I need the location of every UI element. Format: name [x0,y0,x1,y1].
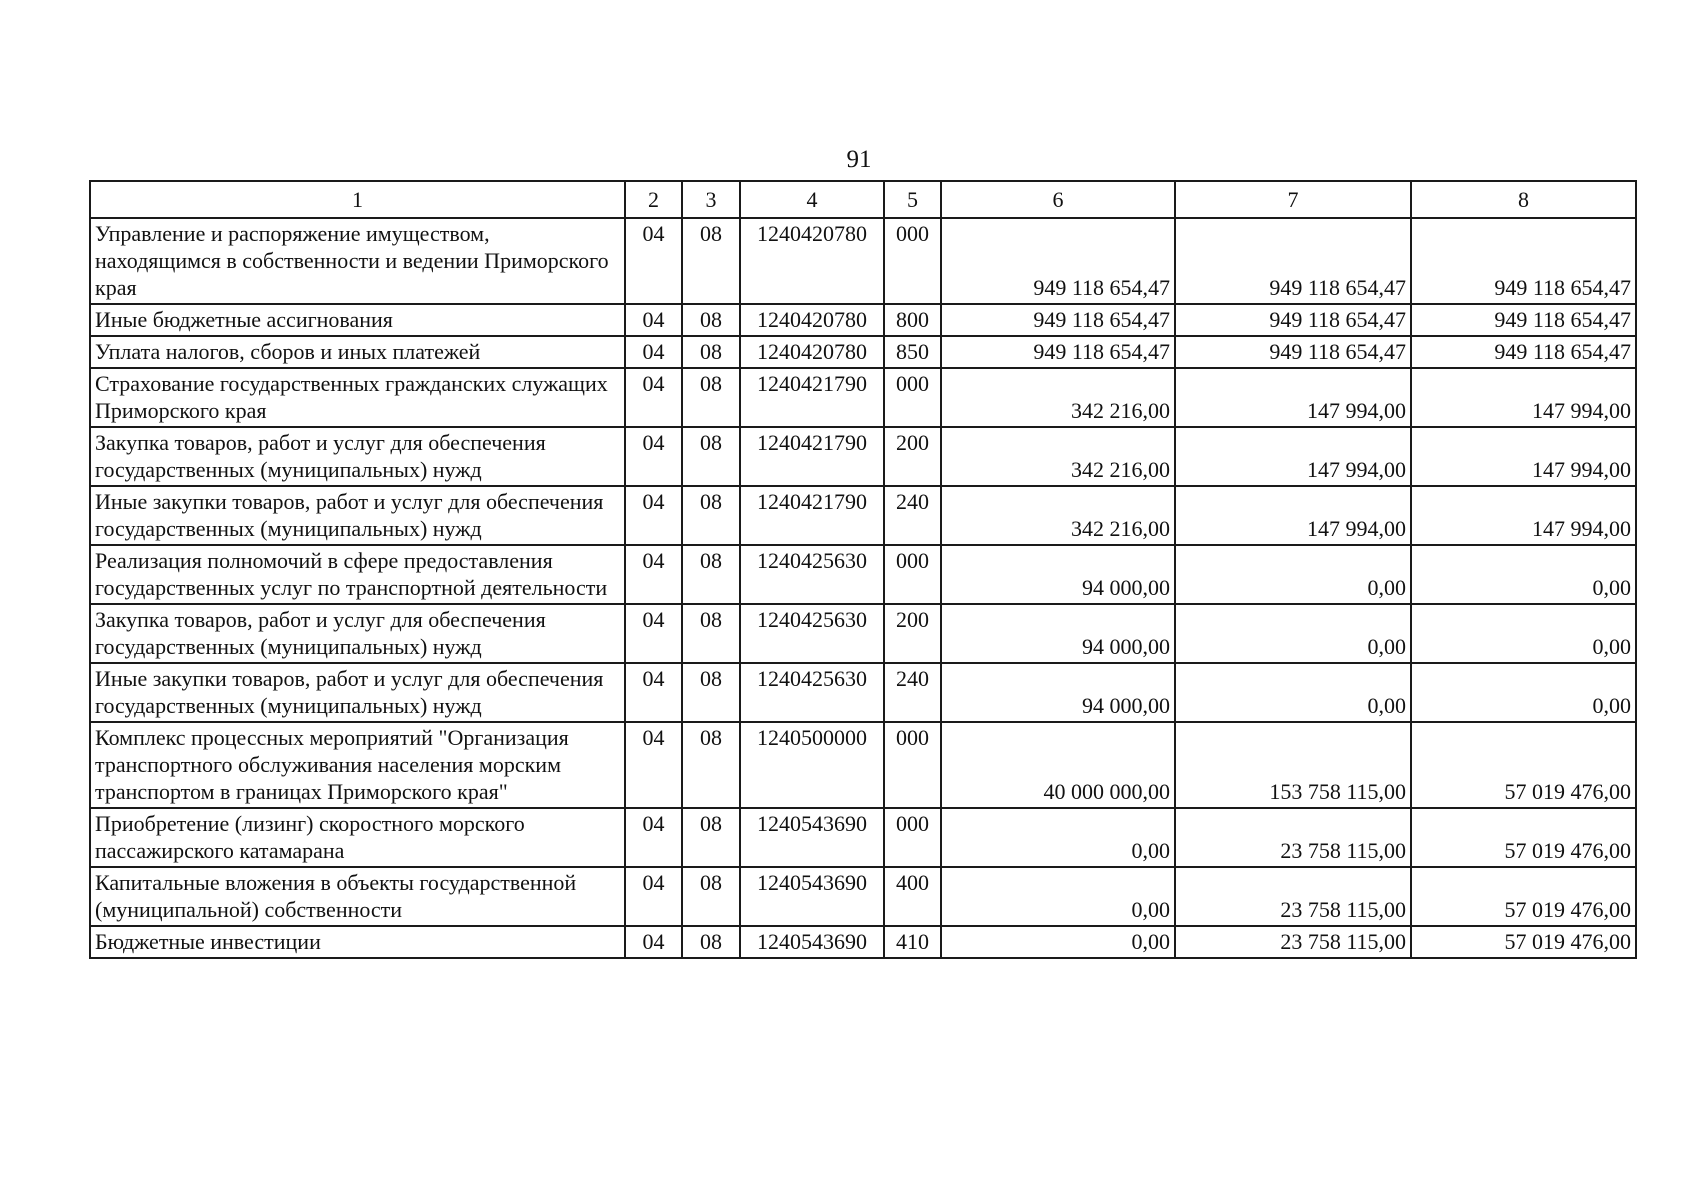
amount-col8-cell: 147 994,00 [1411,427,1636,486]
amount-col8-cell: 949 118 654,47 [1411,218,1636,304]
target-article-cell: 1240421790 [740,368,884,427]
expense-type-cell: 800 [884,304,941,336]
amount-col8-cell: 57 019 476,00 [1411,926,1636,958]
amount-col8-cell: 0,00 [1411,663,1636,722]
section-code-cell: 04 [625,926,682,958]
subsection-code-cell: 08 [682,722,740,808]
expense-type-cell: 000 [884,218,941,304]
header-cell: 2 [625,181,682,218]
subsection-code-cell: 08 [682,304,740,336]
header-cell: 1 [90,181,625,218]
amount-col6-cell: 0,00 [941,926,1175,958]
expense-type-cell: 000 [884,722,941,808]
target-article-cell: 1240543690 [740,867,884,926]
header-cell: 6 [941,181,1175,218]
section-code-cell: 04 [625,545,682,604]
target-article-cell: 1240543690 [740,808,884,867]
table-row [90,867,1636,926]
amount-col7-cell: 23 758 115,00 [1175,926,1411,958]
amount-col6-cell: 949 118 654,47 [941,218,1175,304]
target-article-cell: 1240500000 [740,722,884,808]
section-code-cell: 04 [625,368,682,427]
expense-type-cell: 410 [884,926,941,958]
name-cell: Закупка товаров, работ и услуг для обеспечения государственных (муниципальных) нужд [90,604,625,663]
table-row [90,486,1636,545]
subsection-code-cell: 08 [682,545,740,604]
name-cell: Иные закупки товаров, работ и услуг для обеспечения государственных (муниципальных) нужд [90,486,625,545]
table-row [90,545,1636,604]
section-code-cell: 04 [625,722,682,808]
name-cell: Иные бюджетные ассигнования [90,304,625,336]
expense-type-cell: 400 [884,867,941,926]
header-cell: 3 [682,181,740,218]
expense-type-cell: 200 [884,427,941,486]
table-row [90,304,1636,336]
table-row [90,722,1636,808]
expense-type-cell: 000 [884,545,941,604]
section-code-cell: 04 [625,808,682,867]
amount-col8-cell: 147 994,00 [1411,486,1636,545]
subsection-code-cell: 08 [682,427,740,486]
section-code-cell: 04 [625,663,682,722]
amount-col7-cell: 147 994,00 [1175,486,1411,545]
expense-type-cell: 850 [884,336,941,368]
amount-col7-cell: 0,00 [1175,663,1411,722]
target-article-cell: 1240421790 [740,427,884,486]
subsection-code-cell: 08 [682,218,740,304]
amount-col6-cell: 94 000,00 [941,545,1175,604]
amount-col6-cell: 94 000,00 [941,663,1175,722]
target-article-cell: 1240420780 [740,336,884,368]
target-article-cell: 1240425630 [740,663,884,722]
table-row [90,663,1636,722]
subsection-code-cell: 08 [682,486,740,545]
amount-col7-cell: 949 118 654,47 [1175,218,1411,304]
amount-col7-cell: 0,00 [1175,545,1411,604]
header-cell: 4 [740,181,884,218]
section-code-cell: 04 [625,218,682,304]
name-cell: Иные закупки товаров, работ и услуг для обеспечения государственных (муниципальных) нужд [90,663,625,722]
expense-type-cell: 000 [884,368,941,427]
section-code-cell: 04 [625,867,682,926]
amount-col6-cell: 94 000,00 [941,604,1175,663]
amount-col6-cell: 949 118 654,47 [941,304,1175,336]
amount-col8-cell: 949 118 654,47 [1411,304,1636,336]
amount-col7-cell: 949 118 654,47 [1175,336,1411,368]
amount-col7-cell: 147 994,00 [1175,368,1411,427]
name-cell: Страхование государственных гражданских служащих Приморского края [90,368,625,427]
expense-type-cell: 240 [884,663,941,722]
expense-type-cell: 240 [884,486,941,545]
amount-col6-cell: 949 118 654,47 [941,336,1175,368]
table-row [90,808,1636,867]
amount-col8-cell: 57 019 476,00 [1411,722,1636,808]
table-body [90,218,1636,958]
target-article-cell: 1240543690 [740,926,884,958]
amount-col8-cell: 147 994,00 [1411,368,1636,427]
expense-type-cell: 200 [884,604,941,663]
amount-col7-cell: 0,00 [1175,604,1411,663]
target-article-cell: 1240420780 [740,304,884,336]
amount-col6-cell: 0,00 [941,867,1175,926]
name-cell: Капитальные вложения в объекты государственной (муниципальной) собственности [90,867,625,926]
page-number: 91 [846,146,872,173]
subsection-code-cell: 08 [682,336,740,368]
amount-col6-cell: 342 216,00 [941,427,1175,486]
section-code-cell: 04 [625,336,682,368]
amount-col8-cell: 0,00 [1411,604,1636,663]
section-code-cell: 04 [625,486,682,545]
subsection-code-cell: 08 [682,808,740,867]
target-article-cell: 1240425630 [740,604,884,663]
subsection-code-cell: 08 [682,663,740,722]
amount-col6-cell: 342 216,00 [941,368,1175,427]
table-row [90,427,1636,486]
name-cell: Управление и распоряжение имуществом, находящимся в собственности и ведении Приморского края [90,218,625,304]
amount-col7-cell: 147 994,00 [1175,427,1411,486]
target-article-cell: 1240420780 [740,218,884,304]
table-row [90,336,1636,368]
amount-col8-cell: 57 019 476,00 [1411,808,1636,867]
budget-table [89,180,1637,959]
amount-col7-cell: 949 118 654,47 [1175,304,1411,336]
target-article-cell: 1240425630 [740,545,884,604]
amount-col6-cell: 40 000 000,00 [941,722,1175,808]
table-row [90,926,1636,958]
name-cell: Реализация полномочий в сфере предоставления государственных услуг по транспортной деятельности [90,545,625,604]
amount-col7-cell: 23 758 115,00 [1175,867,1411,926]
subsection-code-cell: 08 [682,926,740,958]
expense-type-cell: 000 [884,808,941,867]
header-row [90,181,1636,218]
subsection-code-cell: 08 [682,604,740,663]
amount-col6-cell: 0,00 [941,808,1175,867]
amount-col8-cell: 949 118 654,47 [1411,336,1636,368]
amount-col8-cell: 57 019 476,00 [1411,867,1636,926]
name-cell: Закупка товаров, работ и услуг для обеспечения государственных (муниципальных) нужд [90,427,625,486]
amount-col6-cell: 342 216,00 [941,486,1175,545]
table-row [90,368,1636,427]
subsection-code-cell: 08 [682,368,740,427]
name-cell: Приобретение (лизинг) скоростного морского пассажирского катамарана [90,808,625,867]
header-cell: 8 [1411,181,1636,218]
header-cell: 7 [1175,181,1411,218]
table-row [90,604,1636,663]
subsection-code-cell: 08 [682,867,740,926]
section-code-cell: 04 [625,304,682,336]
header-cell: 5 [884,181,941,218]
name-cell: Комплекс процессных мероприятий "Организация транспортного обслуживания населения морским транспортом в границах Приморского края" [90,722,625,808]
table-row [90,218,1636,304]
amount-col7-cell: 23 758 115,00 [1175,808,1411,867]
name-cell: Уплата налогов, сборов и иных платежей [90,336,625,368]
amount-col8-cell: 0,00 [1411,545,1636,604]
name-cell: Бюджетные инвестиции [90,926,625,958]
section-code-cell: 04 [625,427,682,486]
section-code-cell: 04 [625,604,682,663]
amount-col7-cell: 153 758 115,00 [1175,722,1411,808]
target-article-cell: 1240421790 [740,486,884,545]
